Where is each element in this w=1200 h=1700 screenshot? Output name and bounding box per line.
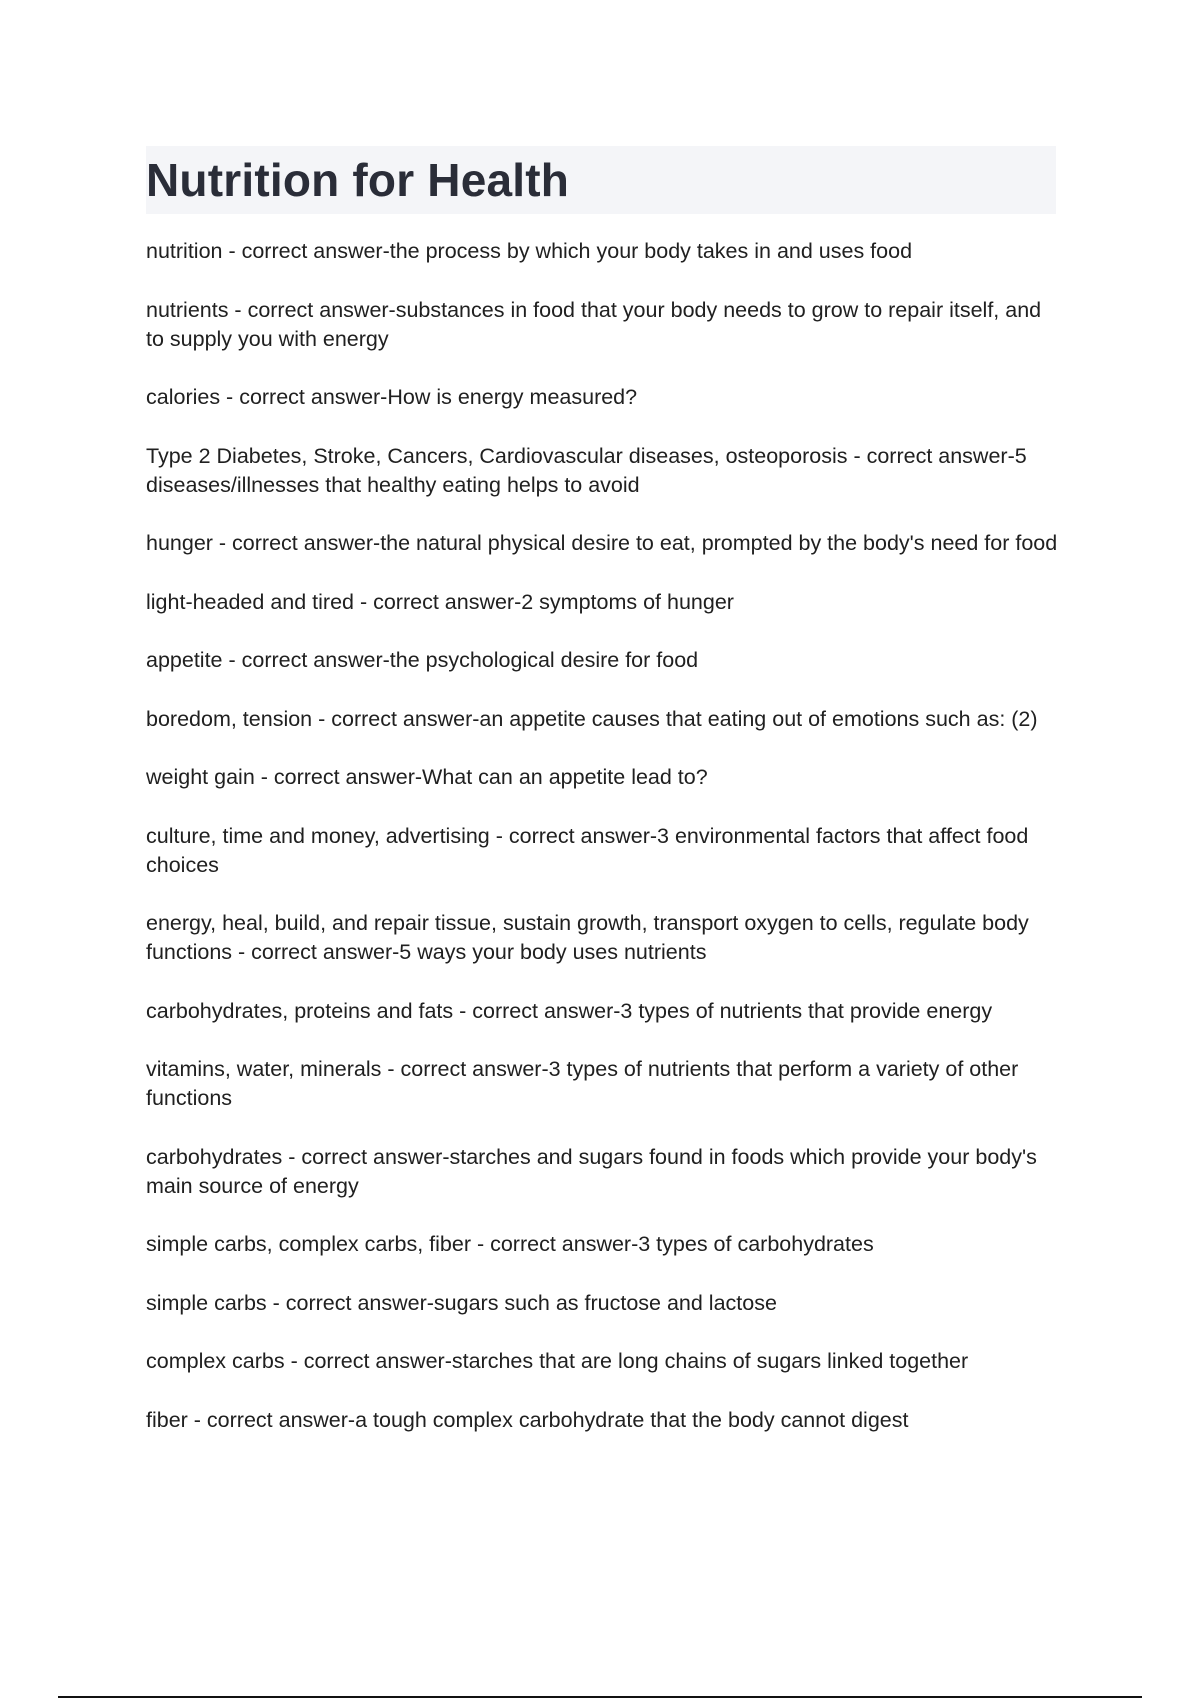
list-item: appetite - correct answer-the psychological desire for food: [146, 648, 699, 672]
footer-divider: [58, 1696, 1142, 1698]
list-item: boredom, tension - correct answer-an appetite causes that eating out of emotions such as: (2): [146, 706, 1038, 731]
flashcard-list: [146, 237, 1062, 1464]
list-item: energy, heal, build, and repair tissue, sustain growth, transport oxygen to cells, regulate body functions - correct answer-5 ways your body uses nutrients: [146, 911, 1029, 964]
list-item: complex carbs - correct answer-starches that are long chains of sugars linked together: [146, 1349, 969, 1373]
list-item: vitamins, water, minerals - correct answer-3 types of nutrients that perform a variety of other functions: [146, 1057, 1019, 1110]
list-item: fiber - correct answer-a tough complex carbohydrate that the body cannot digest: [146, 1407, 909, 1432]
list-item: calories - correct answer-How is energy measured?: [146, 385, 638, 409]
list-item: carbohydrates - correct answer-starches and sugars found in foods which provide your body's main source of energy: [146, 1144, 1037, 1198]
list-item: Type 2 Diabetes, Stroke, Cancers, Cardiovascular diseases, osteoporosis - correct answer-5 diseases/illnesses that healthy eating helps to avoid: [146, 443, 1027, 497]
list-item: nutrients - correct answer-substances in food that your body needs to grow to repair itself, and to supply you with energy: [146, 297, 1042, 351]
list-item: hunger - correct answer-the natural physical desire to eat, prompted by the body's need for food: [146, 531, 1058, 555]
list-item: culture, time and money, advertising - correct answer-3 environmental factors that affect food choices: [146, 823, 1029, 877]
page-title: Nutrition for Health: [146, 154, 570, 206]
list-item: simple carbs - correct answer-sugars such as fructose and lactose: [146, 1290, 777, 1315]
list-item: simple carbs, complex carbs, fiber - correct answer-3 types of carbohydrates: [146, 1232, 874, 1256]
title-band: [146, 146, 1056, 214]
list-item: weight gain - correct answer-What can an appetite lead to?: [146, 765, 708, 789]
list-item: nutrition - correct answer-the process by which your body takes in and uses food: [146, 239, 913, 263]
list-item: carbohydrates, proteins and fats - correct answer-3 types of nutrients that provide energy: [146, 998, 993, 1023]
list-item: light-headed and tired - correct answer-2 symptoms of hunger: [146, 589, 734, 614]
